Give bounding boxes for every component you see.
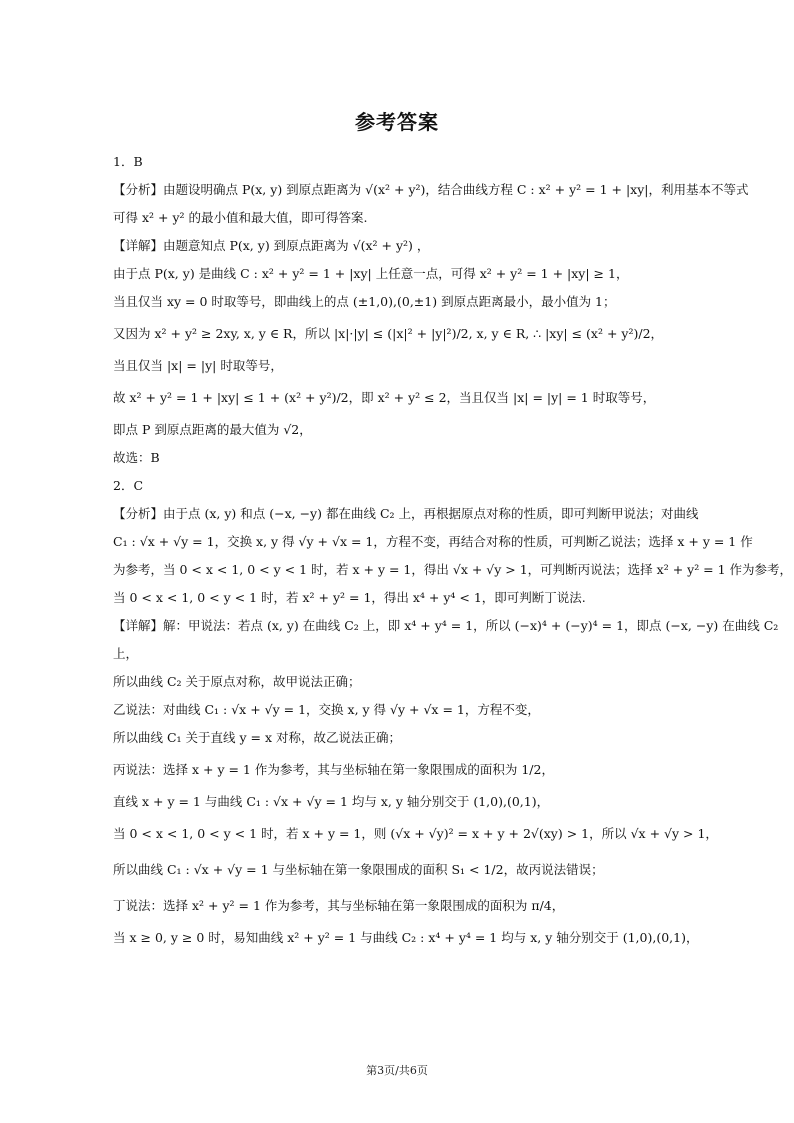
q2-detail-line-4: 乙说法：对曲线 C₁ : √x + √y = 1，交换 x, y 得 √y + √x = 1，方程不变， xyxy=(113,702,540,717)
q2-detail-line-2: 上， xyxy=(113,646,139,661)
q2-detail-line-11: 当 x ≥ 0, y ≥ 0 时，易知曲线 x² + y² = 1 与曲线 C₂ : x⁴ + y⁴ = 1 均与 x, y 轴分别交于 (1,0),(0,1)， xyxy=(113,930,699,945)
page-title: 参考答案 xyxy=(355,110,439,134)
q1-choice: 故选：B xyxy=(113,450,160,465)
q2-detail-line-6: 丙说法：选择 x + y = 1 作为参考，其与坐标轴在第一象限围成的面积为 1/2， xyxy=(113,762,554,777)
page-footer: 第3页/共6页 xyxy=(366,1064,428,1077)
q1-analysis-line-2: 可得 x² + y² 的最小值和最大值，即可得答案. xyxy=(113,210,368,225)
q1-detail-line-3: 当且仅当 xy = 0 时取等号，即曲线上的点 (±1,0),(0,±1) 到原点距离最小，最小值为 1； xyxy=(113,294,616,309)
q2-analysis-line-2: C₁ : √x + √y = 1，交换 x, y 得 √y + √x = 1，方程不变，再结合对称的性质，可判断乙说法；选择 x + y = 1 作 xyxy=(113,534,753,549)
question-2-answer: 2．C xyxy=(113,478,144,493)
q2-analysis-line-4: 当 0 < x < 1, 0 < y < 1 时，若 x² + y² = 1，得出 x⁴ + y⁴ < 1，即可判断丁说法. xyxy=(113,590,586,605)
q1-detail-line-2: 由于点 P(x, y) 是曲线 C : x² + y² = 1 + |xy| 上任意一点，可得 x² + y² = 1 + |xy| ≥ 1， xyxy=(113,266,629,281)
question-1-answer: 1．B xyxy=(113,154,143,169)
q2-analysis-line-3: 为参考，当 0 < x < 1, 0 < y < 1 时，若 x + y = 1，得出 √x + √y > 1，可判断丙说法；选择 x² + y² = 1 作为参考， xyxy=(113,562,793,577)
q1-detail-line-7: 即点 P 到原点距离的最大值为 √2， xyxy=(113,422,312,437)
q2-analysis-line-1: 【分析】由于点 (x, y) 和点 (−x, −y) 都在曲线 C₂ 上，再根据原点对称的性质，即可判断甲说法；对曲线 xyxy=(113,506,699,521)
q1-detail-line-1: 【详解】由题意知点 P(x, y) 到原点距离为 √(x² + y²) ， xyxy=(113,238,430,253)
q2-detail-line-8: 当 0 < x < 1, 0 < y < 1 时，若 x + y = 1，则 (√x + √y)² = x + y + 2√(xy) > 1，所以 √x + √y > 1， xyxy=(113,826,718,841)
q2-detail-line-7: 直线 x + y = 1 与曲线 C₁ : √x + √y = 1 均与 x, y 轴分别交于 (1,0),(0,1)， xyxy=(113,794,550,809)
q1-analysis-line-1: 【分析】由题设明确点 P(x, y) 到原点距离为 √(x² + y²)，结合曲线方程 C : x² + y² = 1 + |xy|，利用基本不等式 xyxy=(113,182,749,197)
answer-body xyxy=(113,148,793,952)
q1-detail-line-5: 当且仅当 |x| = |y| 时取等号， xyxy=(113,358,283,373)
q2-detail-line-1: 【详解】解：甲说法：若点 (x, y) 在曲线 C₂ 上，即 x⁴ + y⁴ = 1，所以 (−x)⁴ + (−y)⁴ = 1，即点 (−x, −y) 在曲线 C₂ xyxy=(113,618,779,633)
q2-detail-line-10: 丁说法：选择 x² + y² = 1 作为参考，其与坐标轴在第一象限围成的面积为 π/4， xyxy=(113,898,565,913)
q2-detail-line-9: 所以曲线 C₁ : √x + √y = 1 与坐标轴在第一象限围成的面积 S₁ < 1/2，故丙说法错误； xyxy=(113,862,604,877)
q2-detail-line-3: 所以曲线 C₂ 关于原点对称，故甲说法正确； xyxy=(113,674,361,689)
q1-detail-line-6: 故 x² + y² = 1 + |xy| ≤ 1 + (x² + y²)/2，即 x² + y² ≤ 2，当且仅当 |x| = |y| = 1 时取等号， xyxy=(113,390,656,405)
q1-detail-line-4: 又因为 x² + y² ≥ 2xy, x, y ∈ R，所以 |x|·|y| ≤ (|x|² + |y|²)/2, x, y ∈ R, ∴ |xy| ≤ (x² + y²)/2， xyxy=(113,326,664,341)
q2-detail-line-5: 所以曲线 C₁ 关于直线 y = x 对称，故乙说法正确； xyxy=(113,730,402,745)
